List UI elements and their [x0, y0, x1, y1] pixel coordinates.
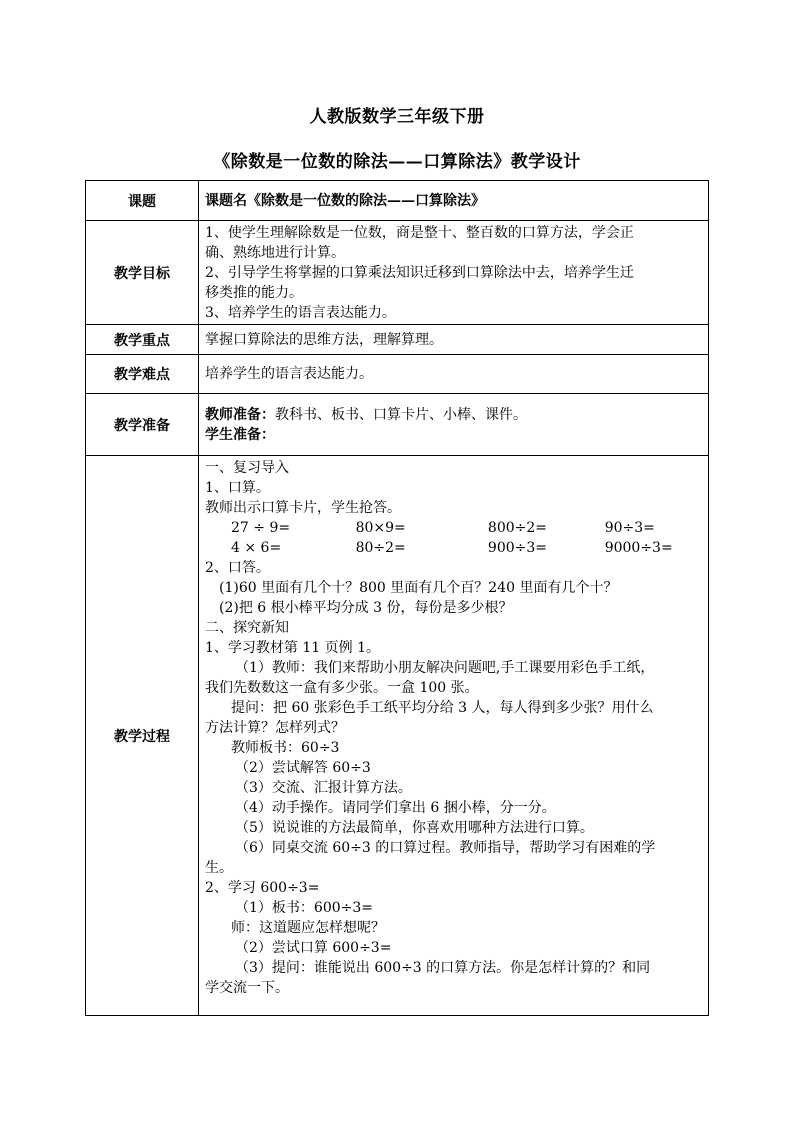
- process-line: 生。: [205, 860, 233, 876]
- teacher-preparation-label: 教师准备：: [205, 406, 275, 423]
- calc-item: 27 ÷ 9=: [231, 520, 291, 536]
- topic-label: 课题: [86, 181, 199, 221]
- goals-line: 移类推的能力。: [205, 284, 303, 301]
- goals-line: 2、引导学生将掌握的口算乘法知识迁移到口算除法中去，培养学生迁: [205, 264, 634, 281]
- process-line: 一、复习导入: [205, 460, 289, 476]
- process-line: （2）尝试口算 600÷3=: [235, 940, 392, 956]
- process-content: [199, 456, 709, 1016]
- lesson-plan-table: [85, 180, 709, 1016]
- goals-line: 3、培养学生的语言表达能力。: [205, 304, 396, 321]
- calc-item: 90÷3=: [604, 520, 655, 536]
- calc-item: 800÷2=: [487, 520, 547, 536]
- calc-item: 80×9=: [355, 520, 406, 536]
- goals-line: 1、使学生理解除数是一位数，商是整十、整百数的口算方法，学会正: [205, 224, 634, 241]
- process-line: （3）提问：谁能说出 600÷3 的口算方法。你是怎样计算的？和同: [235, 960, 651, 976]
- process-line: 学交流一下。: [205, 980, 289, 996]
- process-line: 1、口算。: [205, 480, 270, 496]
- key-points-label: 教学重点: [86, 325, 199, 355]
- calc-item: 4 × 6=: [231, 540, 282, 556]
- difficulties-label: 教学难点: [86, 355, 199, 394]
- goals-label: 教学目标: [86, 221, 199, 325]
- process-line: 二、探究新知: [205, 620, 289, 636]
- process-line: (1)60 里面有几个十？800 里面有几个百？240 里面有几个十？: [219, 580, 618, 596]
- process-line: 2、学习 600÷3=: [205, 880, 320, 896]
- calc-row: [205, 538, 702, 558]
- key-points-value: 掌握口算除法的思维方法，理解算理。: [199, 325, 709, 355]
- goals-line: 确、熟练地进行计算。: [205, 244, 345, 261]
- table-row-difficulties: [86, 355, 709, 394]
- process-line: （3）交流、汇报计算方法。: [235, 780, 412, 796]
- topic-value: 课题名《除数是一位数的除法——口算除法》: [199, 181, 709, 221]
- process-line: （2）尝试解答 60÷3: [235, 760, 371, 776]
- calc-item: 900÷3=: [487, 540, 547, 556]
- teacher-preparation-value: 教科书、板书、口算卡片、小棒、课件。: [275, 406, 527, 423]
- process-line: （4）动手操作。请同学们拿出 6 捆小棒，分一分。: [235, 800, 556, 816]
- calc-row: [205, 518, 702, 538]
- table-row-process: [86, 456, 709, 1016]
- process-line: （1）板书：600÷3=: [235, 900, 373, 916]
- difficulties-value: 培养学生的语言表达能力。: [199, 355, 709, 394]
- preparation-label: 教学准备: [86, 394, 199, 456]
- calc-item: 9000÷3=: [604, 540, 673, 556]
- process-line: (2)把 6 根小棒平均分成 3 份，每份是多少根？: [219, 600, 513, 616]
- process-line: （1）教师：我们来帮助小朋友解决问题吧,手工课要用彩色手工纸，: [235, 660, 655, 676]
- process-line: 1、学习教材第 11 页例 1。: [205, 640, 380, 656]
- calc-item: 80÷2=: [355, 540, 406, 556]
- process-line: 师：这道题应怎样想呢？: [231, 920, 385, 936]
- process-line: 方法计算？怎样列式？: [205, 720, 345, 736]
- document-title: 人教版数学三年级下册: [309, 107, 485, 127]
- process-line: 2、口答。: [205, 560, 270, 576]
- teacher-preparation: [205, 405, 702, 425]
- table-row-key-points: [86, 325, 709, 355]
- table-row-goals: [86, 221, 709, 325]
- process-line: 教师板书：60÷3: [231, 740, 340, 756]
- preparation-content: [199, 394, 709, 456]
- document-subtitle: 《除数是一位数的除法——口算除法》教学设计: [213, 152, 581, 172]
- process-line: （5）说说谁的方法最简单，你喜欢用哪种方法进行口算。: [235, 820, 594, 836]
- process-line: 提问：把 60 张彩色手工纸平均分给 3 人，每人得到多少张？用什么: [231, 700, 654, 716]
- table-row-topic: [86, 181, 709, 221]
- process-line: （6）同桌交流 60÷3 的口算过程。教师指导，帮助学习有困难的学: [235, 840, 656, 856]
- process-line: 教师出示口算卡片，学生抢答。: [205, 500, 401, 516]
- student-preparation-label: 学生准备：: [205, 426, 275, 443]
- process-line: 我们先数数这一盒有多少张。一盒 100 张。: [205, 680, 479, 696]
- table-row-preparation: [86, 394, 709, 456]
- process-label: 教学过程: [86, 456, 199, 1016]
- goals-content: [199, 221, 709, 325]
